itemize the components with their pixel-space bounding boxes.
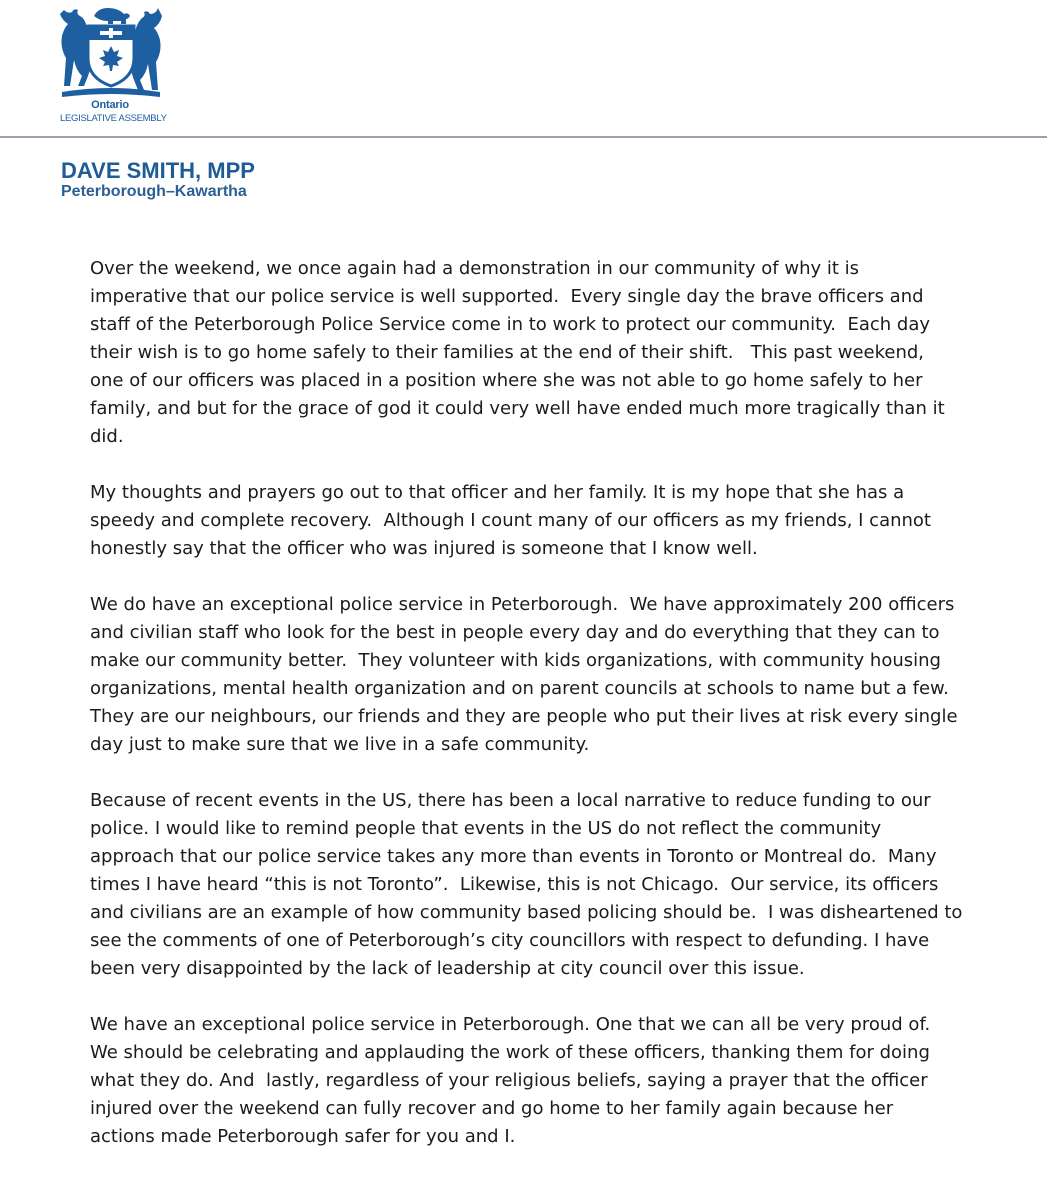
letter-paragraph [90,479,995,563]
letter-line: organizations, mental health organization and on parent councils at schools to name but a few. [90,678,949,699]
header-divider [0,136,1047,138]
letter-line: They are our neighbours, our friends and they are people who put their lives at risk every single [90,706,958,727]
letter-line: injured over the weekend can fully recover and go home to her family again because her [90,1098,894,1119]
letter-line: been very disappointed by the lack of leadership at city council over this issue. [90,958,805,979]
letter-line: and civilian staff who look for the best in people every day and do everything that they can to [90,622,940,643]
letter-line: their wish is to go home safely to their families at the end of their shift. This past weekend, [90,342,925,363]
letter-line: day just to make sure that we live in a safe community. [90,734,590,755]
letter-line: approach that our police service takes any more than events in Toronto or Montreal do. Many [90,846,937,867]
member-riding: Peterborough–Kawartha [61,183,247,200]
letter-line: We should be celebrating and applauding the work of these officers, thanking them for doing [90,1042,930,1063]
letter-line: did. [90,426,124,447]
letter-line: see the comments of one of Peterborough’s city councillors with respect to defunding. I have [90,930,930,951]
letter-line: what they do. And lastly, regardless of your religious beliefs, saying a prayer that the officer [90,1070,928,1091]
letter-line: My thoughts and prayers go out to that officer and her family. It is my hope that she has a [90,482,905,503]
letter-line: and civilians are an example of how community based policing should be. I was disheartened to [90,902,963,923]
letter-line: speedy and complete recovery. Although I count many of our officers as my friends, I cannot [90,510,931,531]
letterhead [0,0,1047,200]
letter-line: honestly say that the officer who was injured is someone that I know well. [90,538,758,559]
letter-line: We have an exceptional police service in Peterborough. One that we can all be very proud of. [90,1014,931,1035]
letter-line: Because of recent events in the US, there has been a local narrative to reduce funding to our [90,790,931,811]
letter-paragraph [90,1011,995,1151]
letter-line: imperative that our police service is well supported. Every single day the brave officers and [90,286,924,307]
letter-line: actions made Peterborough safer for you and I. [90,1126,516,1147]
letter-line: Over the weekend, we once again had a demonstration in our community of why it is [90,258,860,279]
letter-body [90,255,995,1179]
letter-line: We do have an exceptional police service in Peterborough. We have approximately 200 officers [90,594,955,615]
letter-line: make our community better. They volunteer with kids organizations, with community housing [90,650,941,671]
crest-wordmark: Ontario [91,99,129,111]
letter-paragraph [90,255,995,451]
member-name: DAVE SMITH, MPP [61,158,255,183]
letter-line: staff of the Peterborough Police Service come in to work to protect our community. Each day [90,314,930,335]
letter-line: times I have heard “this is not Toronto”. Likewise, this is not Chicago. Our service, its officers [90,874,939,895]
letter-paragraph [90,787,995,983]
letter-paragraph [90,591,995,759]
ontario-coat-of-arms-logo [56,4,166,100]
crest-subtitle: LEGISLATIVE ASSEMBLY [60,113,167,124]
letter-line: family, and but for the grace of god it could very well have ended much more tragically than it [90,398,945,419]
letter-line: one of our officers was placed in a position where she was not able to go home safely to her [90,370,923,391]
letter-line: police. I would like to remind people that events in the US do not reflect the community [90,818,882,839]
